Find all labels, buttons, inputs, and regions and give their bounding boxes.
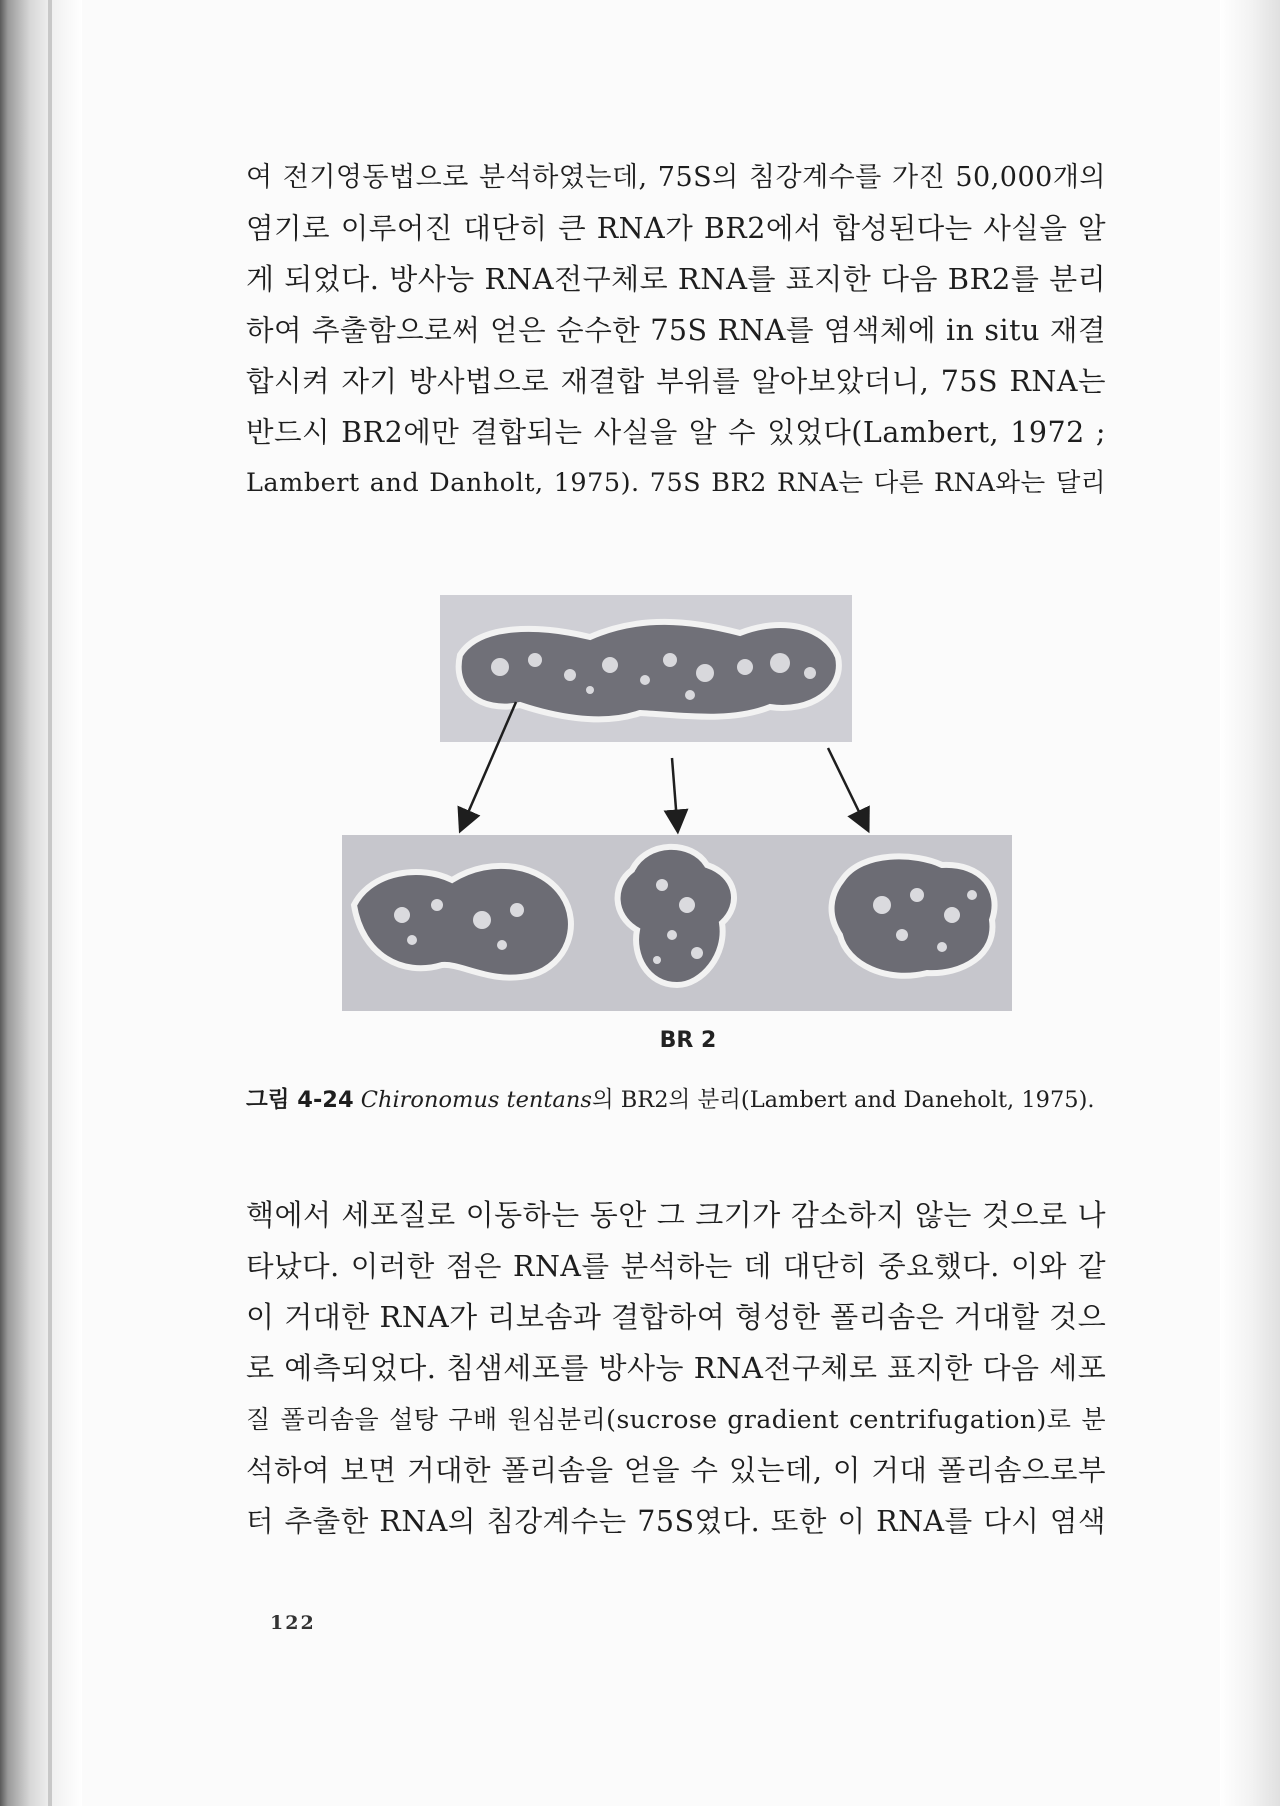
text-line: 합시켜 자기 방사법으로 재결합 부위를 알아보았더니, 75S RNA는: [246, 365, 1106, 398]
text-line: 질 폴리솜을 설탕 구배 원심분리(sucrose gradient centrifugation)로 분: [246, 1405, 1106, 1434]
text-line: 터 추출한 RNA의 침강계수는 75S였다. 또한 이 RNA를 다시 염색: [246, 1505, 1106, 1538]
page-number: 122: [270, 1612, 316, 1634]
paragraph-2: [246, 1190, 1106, 1547]
text-line: 핵에서 세포질로 이동하는 동안 그 크기가 감소하지 않는 것으로 나: [246, 1198, 1106, 1232]
caption-number: 그림 4-24: [246, 1087, 354, 1113]
text-line: 이 거대한 RNA가 리보솜과 결합하여 형성한 폴리솜은 거대할 것으: [246, 1300, 1107, 1334]
figure-caption: [246, 1082, 1106, 1118]
page-right-edge: [1220, 0, 1280, 1806]
text-line: 염기로 이루어진 대단히 큰 RNA가 BR2에서 합성된다는 사실을 알: [246, 212, 1106, 245]
text-line: 반드시 BR2에만 결합되는 사실을 알 수 있었다(Lambert, 1972 ;: [246, 416, 1106, 449]
chromosome-micrograph-bottom: [342, 835, 1012, 1011]
figure-br2: [340, 590, 1020, 1053]
text-line: 타났다. 이러한 점은 RNA를 분석하는 데 대단히 중요했다. 이와 같: [246, 1250, 1106, 1283]
text-line: 게 되었다. 방사능 RNA전구체로 RNA를 표지한 다음 BR2를 분리: [246, 262, 1107, 296]
book-spine-edge: [48, 0, 52, 1806]
paragraph-1: [246, 152, 1106, 509]
text-line: 로 예측되었다. 침샘세포를 방사능 RNA전구체로 표지한 다음 세포: [246, 1351, 1107, 1385]
text-line: 여 전기영동법으로 분석하였는데, 75S의 침강계수를 가진 50,000개의: [246, 162, 1106, 193]
book-spine-shadow: [0, 0, 82, 1806]
caption-text: 의 BR2의 분리(Lambert and Daneholt, 1975).: [591, 1087, 1095, 1113]
text-line: 하여 추출함으로써 얻은 순수한 75S RNA를 염색체에 in situ 재결: [246, 314, 1106, 347]
caption-species: Chironomus tentans: [360, 1087, 592, 1113]
pointer-arrows: [340, 590, 1020, 840]
text-line: 석하여 보면 거대한 폴리솜을 얻을 수 있는데, 이 거대 폴리솜으로부: [246, 1454, 1106, 1487]
text-line: Lambert and Danholt, 1975). 75S BR2 RNA는 다른 RNA와는 달리: [246, 468, 1106, 498]
figure-label: BR 2: [659, 1028, 717, 1053]
